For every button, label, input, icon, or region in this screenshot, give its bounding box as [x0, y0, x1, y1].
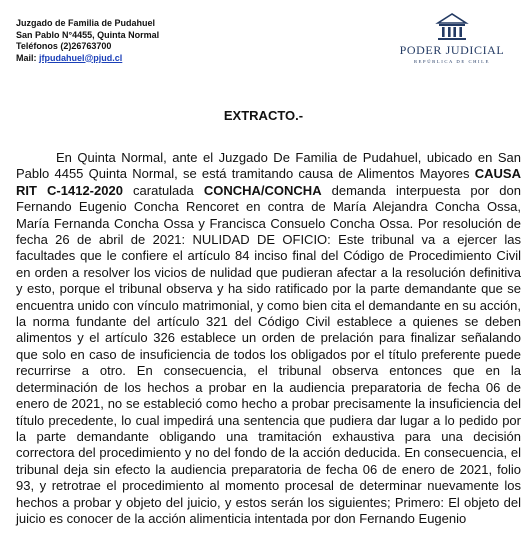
- mail-label: Mail:: [16, 52, 40, 63]
- case-rit: CAUSA RIT C-1412-2020: [16, 166, 521, 198]
- document-body: [16, 150, 521, 527]
- court-phones: Teléfonos (2)26763700: [16, 41, 112, 51]
- court-address: San Pablo N°4455, Quinta Normal: [16, 29, 160, 40]
- court-header: [16, 18, 159, 64]
- poder-judicial-logo: [393, 12, 511, 64]
- courthouse-icon: [435, 12, 469, 42]
- body-text-3: demanda interpuesta por don Fernando Eugenio Concha Rencoret en contra de María Alejandra Concha Ossa, María Fernanda Concha Ossa y Francisca Consuelo Concha Ossa. Por resolución de fecha 26 de abril de 2021: NULIDAD DE OFICIO: Este tribunal va a ejercer las facultades que le confiere el artículo 84 inciso final del Código de Procedimiento Civil en orden a resolver los vicios de nulidad que pudieran afectar a la resolución definitiva y esto, porque el tribunal observa y ha sido ratificado por la parte demandante que se encuentra unido con vínculo matrimonial, y como bien cita el demandante en su acción, la norma fundante del artículo 321 del Código Civil establece a quienes se deben alimentos y el artículo 326 establece un orden de prelación para finalizar señalando que solo en caso de insuficiencia de todos los obligados por el título preferente puede recurrirse a otro. En consecuencia, el tribunal observa entonces que en la determinación de los hechos a probar en la audiencia preparatoria de fecha 06 de enero de 2021, no se estableció como hecho a probar precisamente la insuficiencia del título precedente, lo cual impedirá una sentencia que pudiera dar lugar a lo pedido por la parte demandante obligando una tramitación exhaustiva para una decisión correctora del procedimiento y no del fondo de la acción deducida. En consecuencia, el tribunal deja sin efecto la audiencia preparatoria de fecha 06 de enero de 2021, folio 93, y retrotrae el procedimiento al momento procesal de determinar nuevamente los hechos a probar y objeto del juicio, y estos serán los siguientes; Primero: El objeto del juicio es conocer de la acción alimenticia intentada por don Fernando Eugenio: [16, 182, 521, 526]
- case-caratula: CONCHA/CONCHA: [203, 182, 322, 198]
- body-text-2: caratulada: [122, 182, 204, 198]
- document-heading: EXTRACTO.-: [223, 108, 304, 123]
- logo-subtitle: REPÚBLICA DE CHILE: [413, 59, 490, 64]
- logo-title: PODER JUDICIAL: [399, 43, 505, 57]
- mail-link[interactable]: jfpudahuel@pjud.cl: [39, 52, 123, 63]
- body-text-1: En Quinta Normal, ante el Juzgado De Familia de Pudahuel, ubicado en San Pablo 4455 Quinta Normal, se está tramitando causa de Alimentos Mayores: [16, 150, 521, 182]
- body-paragraph: [16, 150, 521, 527]
- court-name: Juzgado de Familia de Pudahuel: [16, 18, 156, 28]
- court-mail: [16, 53, 159, 65]
